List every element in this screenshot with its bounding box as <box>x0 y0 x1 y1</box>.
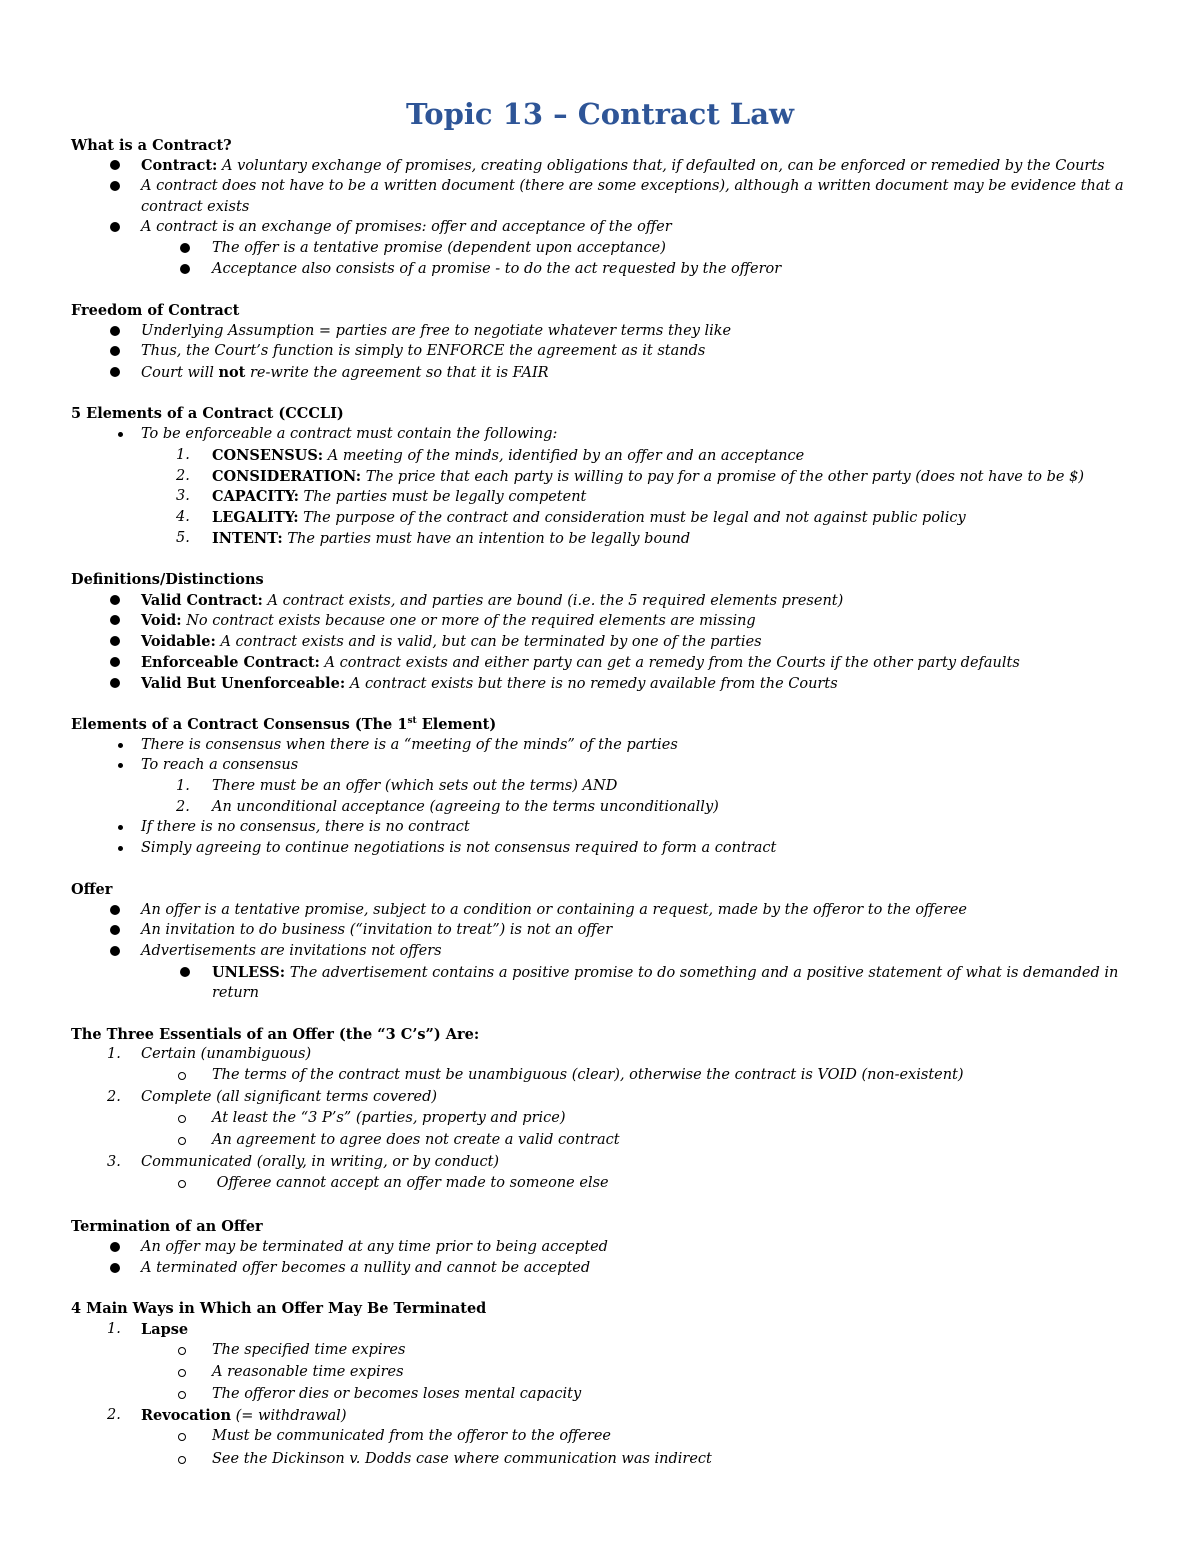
sub-list-item: The terms of the contract must be unambiguous (clear), otherwise the contract is VOID (non-existent) <box>212 1067 964 1083</box>
sub-list-item: A reasonable time expires <box>212 1364 404 1380</box>
bullet-icon <box>110 946 120 956</box>
list-item: Thus, the Court’s function is simply to ENFORCE the agreement as it stands <box>141 343 706 359</box>
sub-list-item: Must be communicated from the offeror to the offeree <box>212 1428 611 1444</box>
bullet-icon <box>180 243 190 253</box>
list-item: Court will not re-write the agreement so that it is FAIR <box>141 364 549 381</box>
list-number: 2. <box>176 468 190 484</box>
list-item: Valid But Unenforceable: A contract exists but there is no remedy available from the Courts <box>141 675 838 692</box>
section-heading-consensus: Elements of a Contract Consensus (The 1st Element) <box>71 716 497 733</box>
section-heading-offer: Offer <box>71 881 113 898</box>
bullet-icon <box>110 346 120 356</box>
sub-list-item: Offeree cannot accept an offer made to someone else <box>212 1175 609 1191</box>
sub-list-item: The specified time expires <box>212 1342 406 1358</box>
section-heading-termination: Termination of an Offer <box>71 1218 263 1235</box>
circle-bullet-icon <box>178 1456 186 1464</box>
sub-list-item: See the Dickinson v. Dodds case where communication was indirect <box>212 1451 712 1467</box>
bullet-icon <box>110 678 120 688</box>
numbered-item: There must be an offer (which sets out the terms) AND <box>212 778 618 794</box>
list-item: A contract does not have to be a written document (there are some exceptions), although a written document may be evidence that a <box>141 178 1124 194</box>
list-number: 2. <box>176 799 190 815</box>
bullet-icon <box>110 1242 120 1252</box>
circle-bullet-icon <box>178 1072 186 1080</box>
sub-list-item-continuation: return <box>212 985 259 1001</box>
list-item: An offer may be terminated at any time prior to being accepted <box>141 1239 608 1255</box>
circle-bullet-icon <box>178 1115 186 1123</box>
numbered-item: An unconditional acceptance (agreeing to the terms unconditionally) <box>212 799 719 815</box>
sub-list-item: The offeror dies or becomes loses mental capacity <box>212 1386 582 1402</box>
list-number: 3. <box>176 488 190 504</box>
bullet-icon <box>180 967 190 977</box>
list-item: An offer is a tentative promise, subject to a condition or containing a request, made by the offeror to the offeree <box>141 902 968 918</box>
list-item: Voidable: A contract exists and is valid, but can be terminated by one of the parties <box>141 633 762 650</box>
numbered-item: Communicated (orally, in writing, or by conduct) <box>141 1154 500 1170</box>
bullet-icon <box>110 657 120 667</box>
numbered-item: CONSIDERATION: The price that each party is willing to pay for a promise of the other party (does not have to be $) <box>212 468 1084 485</box>
list-item: Simply agreeing to continue negotiations is not consensus required to form a contract <box>141 840 777 856</box>
sub-list-item: The offer is a tentative promise (dependent upon acceptance) <box>212 240 666 256</box>
circle-bullet-icon <box>178 1180 186 1188</box>
circle-bullet-icon <box>178 1137 186 1145</box>
list-item: Underlying Assumption = parties are free to negotiate whatever terms they like <box>141 323 732 339</box>
circle-bullet-icon <box>178 1347 186 1355</box>
sub-list-item: Acceptance also consists of a promise - to do the act requested by the offeror <box>212 261 782 277</box>
bullet-icon <box>110 222 120 232</box>
bullet-icon <box>110 595 120 605</box>
circle-bullet-icon <box>178 1369 186 1377</box>
bullet-icon <box>110 326 120 336</box>
list-item: Void: No contract exists because one or more of the required elements are missing <box>141 612 756 629</box>
list-number: 1. <box>176 447 190 463</box>
section-heading-freedom: Freedom of Contract <box>71 302 240 319</box>
sub-list-item: An agreement to agree does not create a valid contract <box>212 1132 620 1148</box>
bullet-icon <box>110 181 120 191</box>
bullet-icon <box>118 846 123 851</box>
page-title: Topic 13 – Contract Law <box>406 97 794 131</box>
list-number: 1. <box>107 1321 121 1337</box>
section-heading-what-is-contract: What is a Contract? <box>71 137 232 154</box>
list-item: A terminated offer becomes a nullity and cannot be accepted <box>141 1260 591 1276</box>
bullet-icon <box>110 925 120 935</box>
section-heading-four-ways: 4 Main Ways in Which an Offer May Be Terminated <box>71 1300 487 1317</box>
list-item: To reach a consensus <box>141 757 299 773</box>
numbered-item: INTENT: The parties must have an intention to be legally bound <box>212 530 691 547</box>
list-number: 1. <box>107 1046 121 1062</box>
bullet-icon <box>110 636 120 646</box>
numbered-item: Complete (all significant terms covered) <box>141 1089 438 1105</box>
list-number: 2. <box>107 1407 121 1423</box>
bullet-icon <box>180 264 190 274</box>
numbered-item: Lapse <box>141 1321 189 1338</box>
list-number: 2. <box>107 1089 121 1105</box>
circle-bullet-icon <box>178 1391 186 1399</box>
bullet-icon <box>110 1263 120 1273</box>
numbered-item: Revocation (= withdrawal) <box>141 1407 347 1424</box>
numbered-item: CAPACITY: The parties must be legally competent <box>212 488 587 505</box>
list-item: Enforceable Contract: A contract exists and either party can get a remedy from the Courts if the other party defaults <box>141 654 1020 671</box>
bullet-icon <box>110 905 120 915</box>
list-item-continuation: contract exists <box>141 199 250 215</box>
section-heading-definitions: Definitions/Distinctions <box>71 571 264 588</box>
bullet-icon <box>118 743 123 748</box>
bullet-icon <box>118 432 123 437</box>
numbered-item: CONSENSUS: A meeting of the minds, identified by an offer and an acceptance <box>212 447 805 464</box>
section-heading-three-essentials: The Three Essentials of an Offer (the “3 C’s”) Are: <box>71 1026 480 1043</box>
section-heading-five-elements: 5 Elements of a Contract (CCCLI) <box>71 405 344 422</box>
list-item: Advertisements are invitations not offers <box>141 943 442 959</box>
list-item: An invitation to do business (“invitation to treat”) is not an offer <box>141 922 613 938</box>
sub-list-item: UNLESS: The advertisement contains a positive promise to do something and a positive statement of what is demanded in <box>212 964 1119 981</box>
list-item: Contract: A voluntary exchange of promises, creating obligations that, if defaulted on, can be enforced or remedied by the Courts <box>141 157 1105 174</box>
list-item: Valid Contract: A contract exists, and parties are bound (i.e. the 5 required elements present) <box>141 592 844 609</box>
circle-bullet-icon <box>178 1433 186 1441</box>
bullet-icon <box>110 160 120 170</box>
list-item: To be enforceable a contract must contain the following: <box>141 426 558 442</box>
sub-list-item: At least the “3 P’s” (parties, property and price) <box>212 1110 566 1126</box>
list-number: 5. <box>176 530 190 546</box>
list-item: A contract is an exchange of promises: offer and acceptance of the offer <box>141 219 672 235</box>
bullet-icon <box>118 825 123 830</box>
list-number: 4. <box>176 509 190 525</box>
list-item: If there is no consensus, there is no contract <box>141 819 470 835</box>
numbered-item: Certain (unambiguous) <box>141 1046 312 1062</box>
list-number: 1. <box>176 778 190 794</box>
numbered-item: LEGALITY: The purpose of the contract and consideration must be legal and not against public policy <box>212 509 966 526</box>
list-item: There is consensus when there is a “meeting of the minds” of the parties <box>141 737 678 753</box>
list-number: 3. <box>107 1154 121 1170</box>
bullet-icon <box>110 367 120 377</box>
bullet-icon <box>110 615 120 625</box>
bullet-icon <box>118 763 123 768</box>
